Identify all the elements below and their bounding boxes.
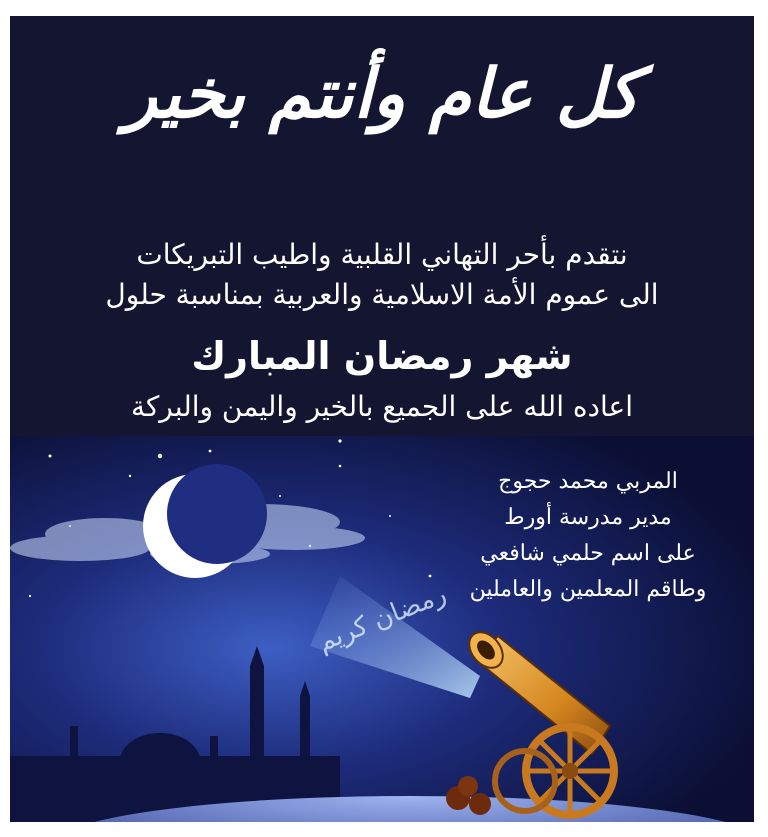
signature-block: [448, 464, 728, 608]
greeting-line-2: الى عموم الأمة الاسلامية والعربية بمناسبة حلول: [105, 278, 659, 311]
greeting-line-4: اعاده الله على الجميع بالخير واليمن والبركة: [130, 390, 634, 423]
signature-line-2: مدير مدرسة أورط: [504, 505, 672, 530]
signature-line-1: المربي محمد حجوج: [498, 469, 678, 494]
signature-line-3: على اسم حلمي شافعي: [480, 541, 696, 566]
headline: شهر رمضان المبارك: [191, 334, 573, 378]
ramadan-kareem-text: رمضان كريم: [313, 579, 451, 658]
calligraphy-title: كل عام وأنتم بخير: [124, 54, 640, 134]
greeting-line-1: نتقدم بأحر التهاني القلبية واطيب التبريكات: [136, 238, 628, 271]
signature-line-4: وطاقم المعلمين والعاملين: [469, 577, 707, 602]
greeting-card: [10, 16, 754, 822]
